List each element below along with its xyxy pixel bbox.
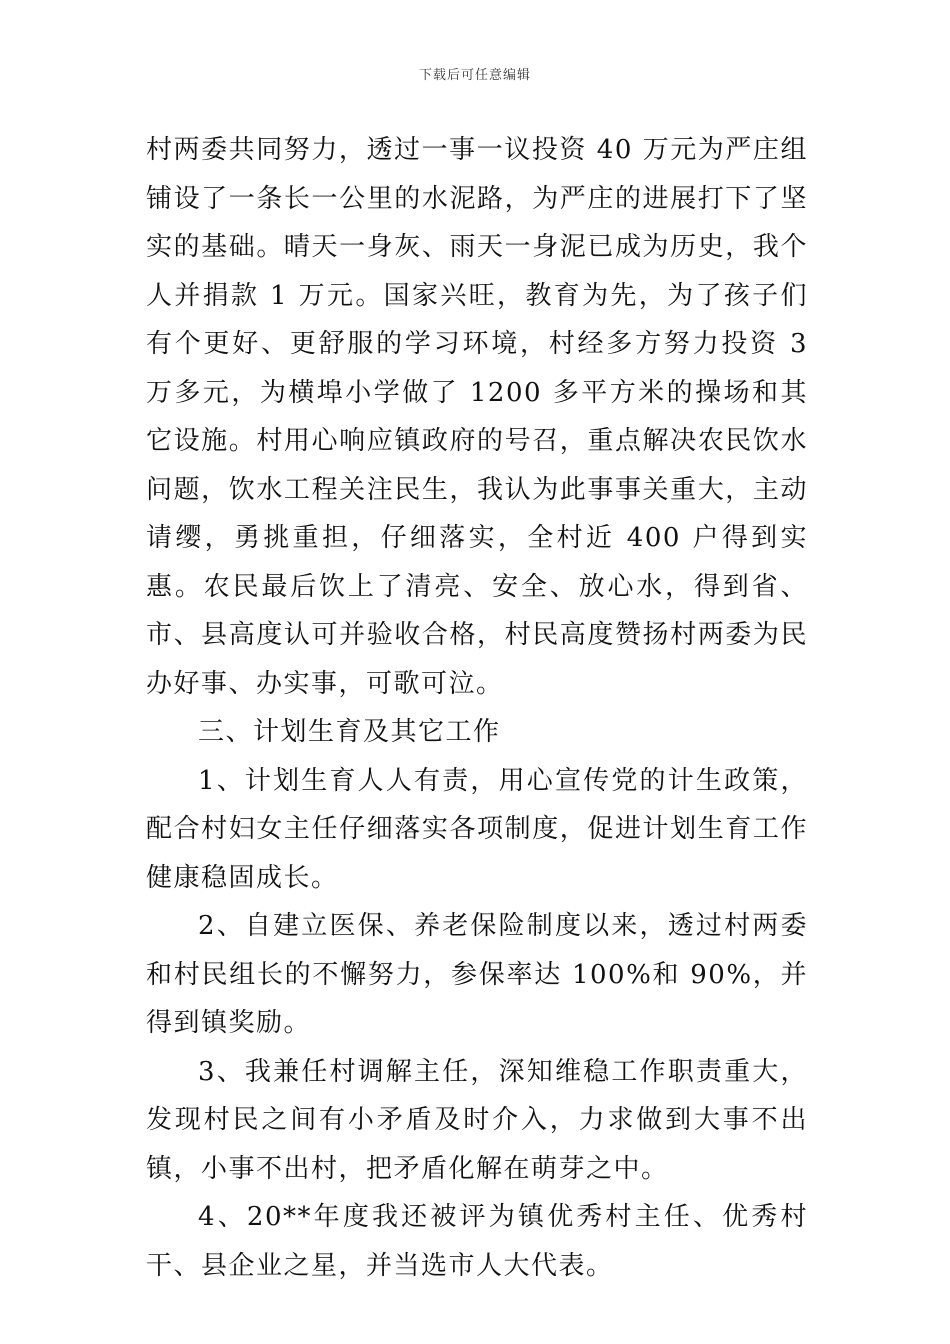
paragraph-item-4: 4、20**年度我还被评为镇优秀村主任、优秀村干、县企业之星，并当选市人大代表。 xyxy=(146,1202,808,1281)
section-heading: 三、计划生育及其它工作 xyxy=(198,717,501,747)
paragraph-item-1: 1、计划生育人人有责，用心宣传党的计生政策，配合村妇女主任仔细落实各项制度，促进计划生育工作健康稳固成长。 xyxy=(146,765,808,893)
paragraph-item-3: 3、我兼任村调解主任，深知维稳工作职责重大，发现村民之间有小矛盾及时介入，力求做到大事不出镇，小事不出村，把矛盾化解在萌芽之中。 xyxy=(146,1056,808,1184)
document-body xyxy=(146,126,808,1290)
page-header: 下载后可任意编辑 xyxy=(418,68,531,83)
paragraph-continuation: 村两委共同努力，透过一事一议投资 40 万元为严庄组铺设了一条长一公里的水泥路，为严庄的进展打下了坚实的基础。晴天一身灰、雨天一身泥已成为历史，我个人并捐款 1 万元。国家兴旺，教育为先，为了孩子们有个更好、更舒服的学习环境，村经多方努力投资 3 万多元，为横埠小学做了 1200 多平方米的操场和其它设施。村用心响应镇政府的号召，重点解决农民饮水问题，饮水工程关注民生，我认为此事事关重大，主动请缨，勇挑重担，仔细落实，全村近 400 户得到实惠。农民最后饮上了清亮、安全、放心水，得到省、市、县高度认可并验收合格，村民高度赞扬村两委为民办好事、办实事，可歌可泣。 xyxy=(146,135,808,699)
paragraph-item-2: 2、自建立医保、养老保险制度以来，透过村两委和村民组长的不懈努力，参保率达 100%和 90%，并得到镇奖励。 xyxy=(146,911,808,1038)
